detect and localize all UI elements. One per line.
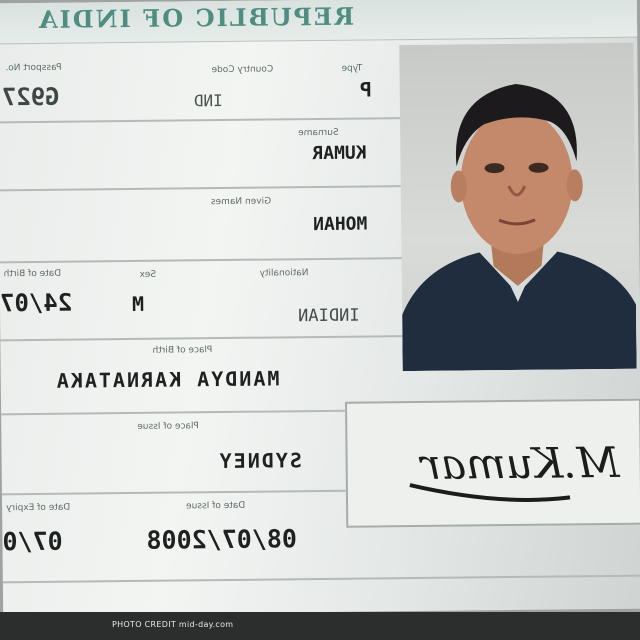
nationality-label: Nationality [259, 268, 309, 279]
given-names-label: Given Names [210, 196, 272, 208]
date-of-issue-label: Date of Issue [186, 500, 246, 512]
passport-no-label: Passport No. [5, 62, 62, 74]
holder-signature [347, 401, 640, 526]
type-value: P [359, 77, 372, 102]
divider [1, 410, 345, 416]
date-of-birth-label: Date of Birth [3, 268, 62, 280]
country-code-value: IND [193, 91, 223, 111]
signature-box [345, 399, 640, 528]
nationality-value: INDIAN [298, 305, 360, 327]
holder-portrait [399, 43, 636, 371]
divider [0, 185, 401, 191]
passport-no-value: G927 [1, 82, 60, 112]
date-of-issue-value: 08/07/2008 [146, 524, 298, 555]
country-code-label: Country Code [211, 64, 274, 76]
surname-value: KUMAR [312, 142, 367, 165]
date-of-expiry-label: Date of Expiry [6, 502, 71, 514]
sex-value: M [131, 291, 145, 316]
place-of-birth-label: Place of Birth [152, 345, 213, 356]
date-of-birth-value: 24/07 [0, 288, 73, 318]
divider [2, 490, 346, 496]
passport-header [0, 0, 637, 44]
divider [0, 257, 402, 263]
signature-text: M.Kumar [420, 437, 620, 489]
place-of-issue-value: SYDNEY [217, 448, 302, 474]
date-of-expiry-value: 07/0 [2, 526, 63, 557]
surname-label: Surname [298, 127, 339, 139]
divider [0, 117, 400, 123]
divider [3, 575, 640, 584]
photo-credit: PHOTO CREDIT mid-day.com [112, 620, 234, 629]
place-of-birth-value: MANDYA KARNATAKA [54, 366, 280, 393]
footer-bar [0, 612, 640, 640]
given-names-value: MOHAN [313, 213, 368, 236]
country-title: REPUBLIC OF INDIA [36, 1, 355, 34]
type-label: Type [341, 63, 363, 74]
place-of-issue-label: Place of Issue [137, 421, 199, 432]
sex-label: Sex [139, 269, 157, 280]
divider [0, 335, 402, 341]
holder-photo [399, 43, 636, 371]
